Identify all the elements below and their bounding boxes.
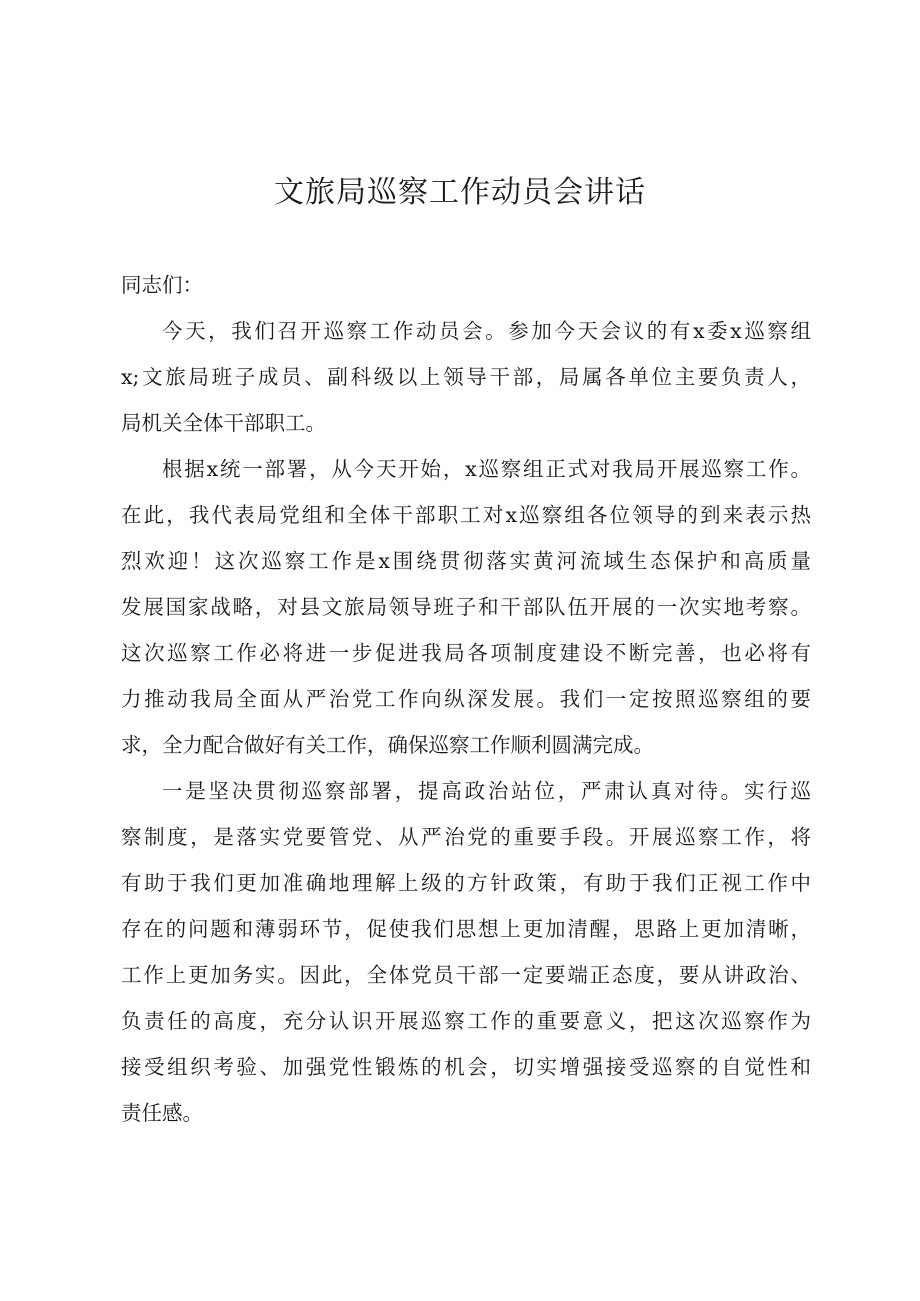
paragraph-1 [121, 308, 811, 446]
paragraph-line: 这次巡察工作必将进一步促进我局各项制度建设不断完善，也必将有 [121, 641, 811, 665]
paragraph-line: 力推动我局全面从严治党工作向纵深发展。我们一定按照巡察组的要 [121, 687, 811, 711]
paragraph-line: 发展国家战略，对县文旅局领导班子和干部队伍开展的一次实地考察。 [121, 595, 811, 619]
paragraph-line: 一是坚决贯彻巡察部署，提高政治站位，严肃认真对待。实行巡 [162, 779, 811, 803]
salutation: 同志们： [121, 273, 203, 297]
paragraph-line: x;文旅局班子成员、副科级以上领导干部，局属各单位主要负责人， [121, 365, 811, 389]
paragraph-line: 今天，我们召开巡察工作动员会。参加今天会议的有x委x巡察组 [162, 319, 811, 343]
paragraph-line: 工作上更加务实。因此，全体党员干部一定要端正态度，要从讲政治、 [121, 963, 811, 987]
paragraph-line: 接受组织考验、加强党性锻炼的机会，切实增强接受巡察的自觉性和 [121, 1055, 811, 1079]
paragraph-line: 求，全力配合做好有关工作，确保巡察工作顺利圆满完成。 [121, 733, 654, 757]
paragraph-line: 有助于我们更加准确地理解上级的方针政策，有助于我们正视工作中 [121, 871, 811, 895]
paragraph-2 [121, 446, 811, 768]
paragraph-3 [121, 768, 811, 1136]
paragraph-line: 烈欢迎！这次巡察工作是x围绕贯彻落实黄河流域生态保护和高质量 [121, 549, 811, 573]
document-title: 文旅局巡察工作动员会讲话 [274, 175, 646, 210]
paragraph-line: 在此，我代表局党组和全体干部职工对x巡察组各位领导的到来表示热 [121, 503, 811, 527]
paragraph-line: 察制度，是落实党要管党、从严治党的重要手段。开展巡察工作，将 [121, 825, 811, 849]
paragraph-line: 负责任的高度，充分认识开展巡察工作的重要意义，把这次巡察作为 [121, 1009, 811, 1033]
paragraph-line: 责任感。 [121, 1101, 203, 1125]
paragraph-line: 根据x统一部署，从今天开始，x巡察组正式对我局开展巡察工作。 [162, 457, 811, 481]
document-body [121, 262, 811, 1136]
paragraph-line: 存在的问题和薄弱环节，促使我们思想上更加清醒，思路上更加清晰， [121, 917, 811, 941]
paragraph-line: 局机关全体干部职工。 [121, 411, 326, 435]
